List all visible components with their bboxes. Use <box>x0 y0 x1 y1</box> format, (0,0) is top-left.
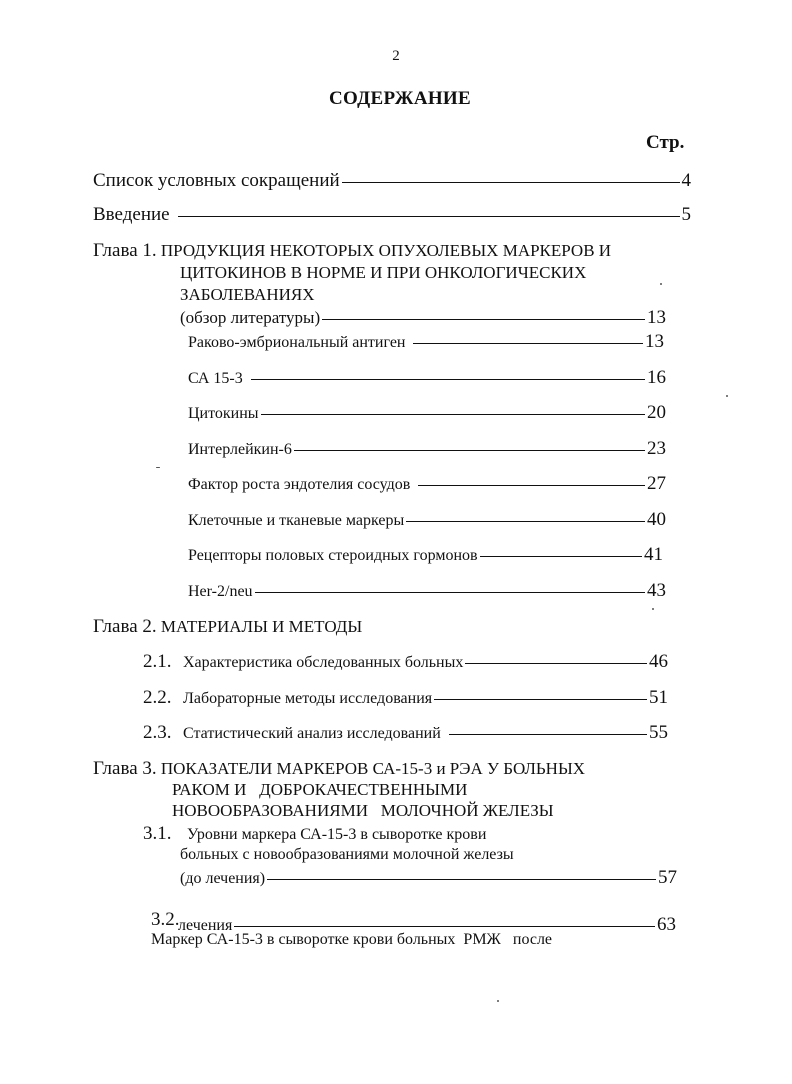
toc-entry-page: 16 <box>647 367 666 388</box>
toc-entry-page: 23 <box>647 438 666 459</box>
chapter-title-line: ЗАБОЛЕВАНИЯХ <box>180 285 315 304</box>
toc-entry-label: лечения <box>178 917 233 934</box>
scan-speck <box>726 395 728 397</box>
toc-entry-page: 4 <box>681 170 691 191</box>
toc-entry-page: 51 <box>649 687 668 708</box>
chapter-title-line: НОВООБРАЗОВАНИЯМИ МОЛОЧНОЙ ЖЕЛЕЗЫ <box>172 801 554 820</box>
chapter-title-line: ПРОДУКЦИЯ НЕКОТОРЫХ ОПУХОЛЕВЫХ МАРКЕРОВ И <box>160 241 612 260</box>
toc-entry-label: Характеристика обследованных больных <box>183 654 464 671</box>
scan-speck <box>156 467 160 468</box>
section-number: 2.1. <box>143 651 172 672</box>
toc-entry-label: Цитокины <box>188 405 259 422</box>
leader-line <box>322 319 645 320</box>
chapter-title-line: ПОКАЗАТЕЛИ МАРКЕРОВ СА-15-3 и РЭА У БОЛЬНЫХ <box>160 759 586 778</box>
toc-entry-label: Введение <box>93 204 170 225</box>
toc-subentry[interactable] <box>188 438 666 460</box>
toc-entry-label: Маркер СА-15-3 в сыворотке крови больных РМЖ после <box>151 931 553 948</box>
toc-entry-label: Раково-эмбриональный антиген <box>188 334 406 351</box>
toc-subentry[interactable] <box>188 331 664 353</box>
section-number: 2.3. <box>143 722 172 743</box>
toc-subentry[interactable] <box>188 473 666 495</box>
toc-entry-label: Клеточные и тканевые маркеры <box>188 512 405 529</box>
toc-entry-page: 57 <box>658 867 677 888</box>
page-title: СОДЕРЖАНИЕ <box>329 88 471 109</box>
chapter-title-line: ЦИТОКИНОВ В НОРМЕ И ПРИ ОНКОЛОГИЧЕСКИХ <box>180 263 587 282</box>
leader-line <box>480 556 642 557</box>
page-column-label: Стр. <box>646 132 685 153</box>
toc-entry-page: 13 <box>647 307 666 328</box>
chapter-prefix: Глава 3. <box>93 758 157 779</box>
leader-line <box>255 592 645 593</box>
toc-entry-abbreviations[interactable] <box>93 170 691 192</box>
section-number: 2.2. <box>143 687 172 708</box>
leader-line <box>342 182 680 183</box>
toc-entry-page: 41 <box>644 544 663 565</box>
leader-line <box>178 216 680 217</box>
toc-entry-label: Лабораторные методы исследования <box>183 690 433 707</box>
chapter-3-heading[interactable] <box>93 758 585 780</box>
toc-entry-page: 5 <box>681 204 691 225</box>
toc-entry-label: (обзор литературы) <box>180 308 321 327</box>
toc-entry-label: Рецепторы половых стероидных гормонов <box>188 547 478 564</box>
toc-entry-label: Список условных сокращений <box>93 170 340 191</box>
toc-subentry-3-1-line1[interactable] <box>143 823 486 845</box>
toc-subentry[interactable] <box>188 402 666 424</box>
section-number: 3.2. <box>151 909 180 930</box>
toc-subentry[interactable] <box>188 544 663 566</box>
chapter-title-line: МАТЕРИАЛЫ И МЕТОДЫ <box>160 617 363 636</box>
section-number: 3.1. <box>143 823 172 844</box>
chapter-1-heading <box>93 240 611 262</box>
toc-entry-label: Интерлейкин-6 <box>188 441 292 458</box>
chapter-2-heading[interactable] <box>93 616 362 638</box>
chapter-prefix: Глава 2. <box>93 616 157 637</box>
leader-line <box>465 663 647 664</box>
leader-line <box>294 450 645 451</box>
toc-entry-label: Уровни маркера СА-15-3 в сыворотке крови <box>187 826 487 843</box>
leader-line <box>234 926 655 927</box>
toc-entry-page: 43 <box>647 580 666 601</box>
leader-line <box>267 879 656 880</box>
scan-speck <box>497 1000 499 1002</box>
toc-subentry[interactable] <box>143 687 668 709</box>
toc-subentry[interactable] <box>188 509 666 531</box>
toc-entry-label: Статистический анализ исследований <box>183 725 441 742</box>
toc-subentry-3-2[interactable] <box>178 914 676 936</box>
toc-entry-page: 20 <box>647 402 666 423</box>
toc-entry-chapter-1[interactable] <box>180 307 666 329</box>
leader-line <box>413 343 643 344</box>
leader-line <box>251 379 645 380</box>
toc-entry-label: Her-2/neu <box>188 583 253 600</box>
toc-entry-page: 55 <box>649 722 668 743</box>
toc-subentry[interactable] <box>143 651 668 673</box>
toc-entry-introduction[interactable] <box>93 204 691 226</box>
toc-subentry[interactable] <box>143 722 668 744</box>
toc-entry-page: 46 <box>649 651 668 672</box>
toc-entry-label-line: больных с новообразованиями молочной железы <box>180 846 514 863</box>
chapter-prefix: Глава 1. <box>93 240 157 261</box>
leader-line <box>406 521 645 522</box>
toc-subentry-3-1[interactable] <box>180 867 677 889</box>
chapter-title-line: РАКОМ И ДОБРОКАЧЕСТВЕННЫМИ <box>172 780 468 799</box>
leader-line <box>434 699 647 700</box>
leader-line <box>449 734 647 735</box>
toc-subentry[interactable] <box>188 580 666 602</box>
page-number: 2 <box>392 48 400 64</box>
scan-speck <box>652 608 654 610</box>
leader-line <box>418 485 645 486</box>
toc-entry-label: Фактор роста эндотелия сосудов <box>188 476 411 493</box>
toc-entry-page: 27 <box>647 473 666 494</box>
toc-entry-page: 13 <box>645 331 664 352</box>
scan-speck <box>660 283 662 285</box>
toc-entry-page: 63 <box>657 914 676 935</box>
toc-subentry[interactable] <box>188 367 666 389</box>
toc-entry-label: СА 15-3 <box>188 370 243 387</box>
leader-line <box>261 414 645 415</box>
toc-entry-label: (до лечения) <box>180 870 266 887</box>
toc-entry-page: 40 <box>647 509 666 530</box>
